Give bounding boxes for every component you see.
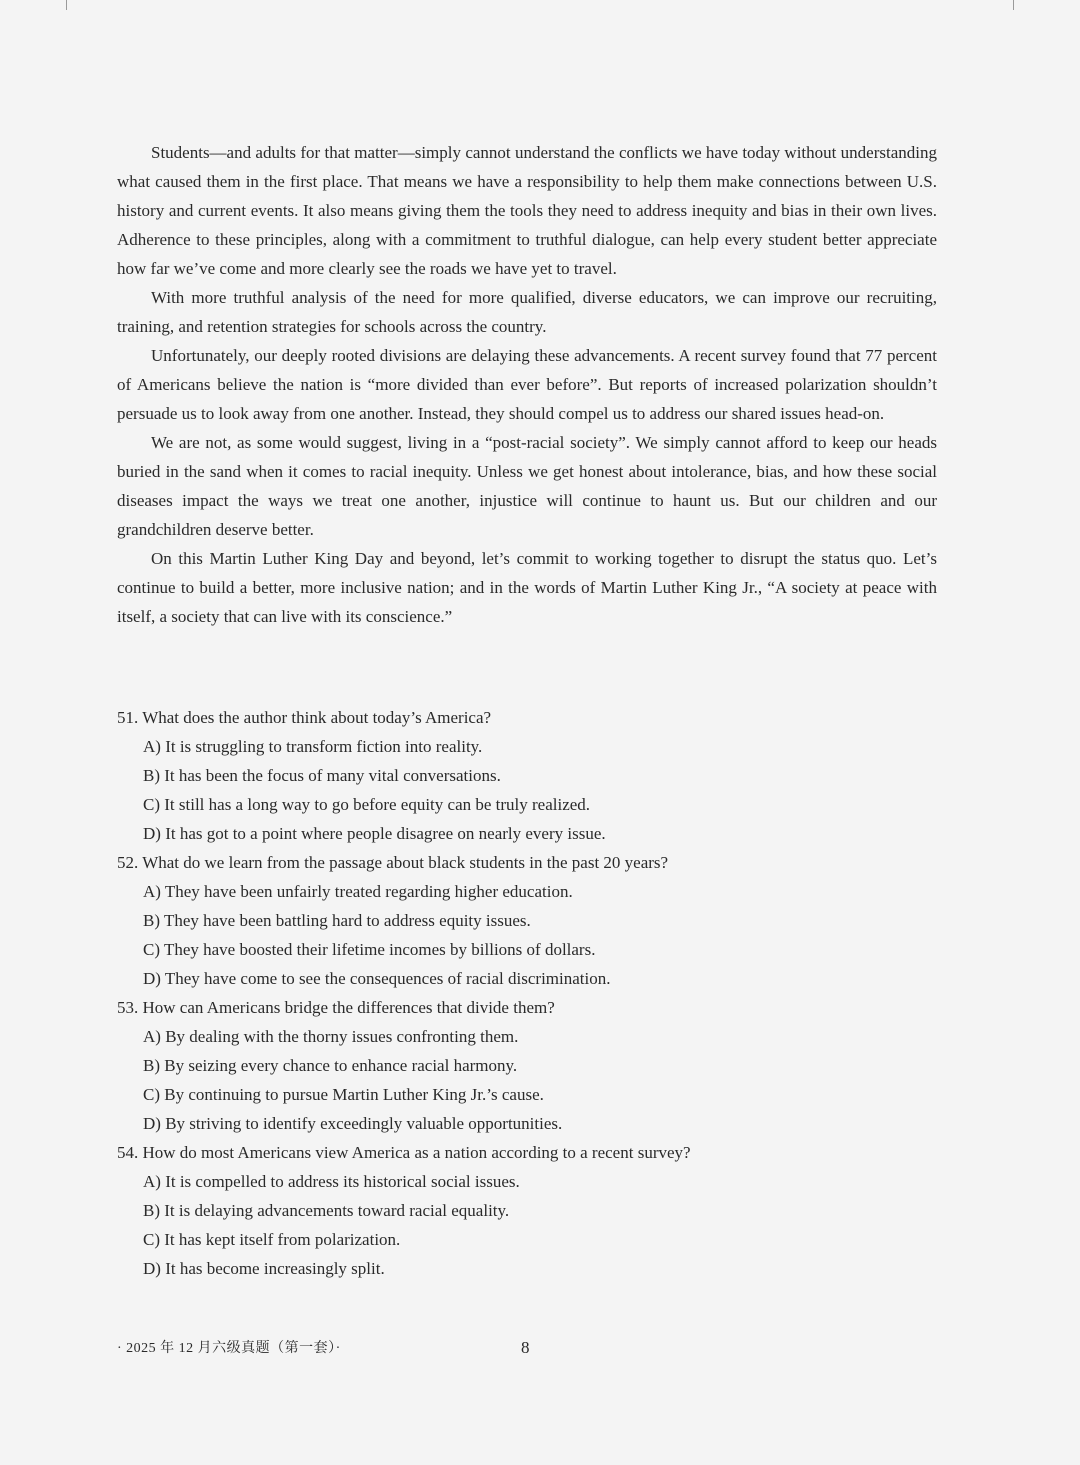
exam-footer-label: · 2025 年 12 月六级真题（第一套）· bbox=[117, 1341, 341, 1356]
option-a: A) It is struggling to transform fiction into reality. bbox=[143, 737, 483, 756]
option-b: B) They have been battling hard to address equity issues. bbox=[143, 911, 531, 930]
question-stem: 51. What does the author think about today’s America? bbox=[117, 708, 492, 727]
question-52 bbox=[117, 848, 937, 993]
question-53 bbox=[117, 993, 937, 1138]
option-c: C) They have boosted their lifetime incomes by billions of dollars. bbox=[143, 940, 596, 959]
option-d: D) It has got to a point where people disagree on nearly every issue. bbox=[143, 824, 606, 843]
question-54 bbox=[117, 1138, 937, 1283]
page-number: 8 bbox=[521, 1338, 530, 1357]
option-a: A) It is compelled to address its historical social issues. bbox=[143, 1172, 520, 1191]
crop-mark-top-left bbox=[66, 0, 67, 10]
option-c: C) By continuing to pursue Martin Luther King Jr.’s cause. bbox=[143, 1085, 544, 1104]
passage-paragraph: Students—and adults for that matter—simply cannot understand the conflicts we have today without understanding what caused them in the first place. That means we have a responsibility to help them make connections between U.S. history and current events. It also means giving them the tools they need to address inequity and bias in their own lives. Adherence to these principles, along with a commitment to truthful dialogue, can help every student better appreciate how far we’ve come and more clearly see the roads we have yet to travel. bbox=[117, 143, 937, 278]
option-c: C) It has kept itself from polarization. bbox=[143, 1230, 401, 1249]
passage-paragraph: Unfortunately, our deeply rooted divisions are delaying these advancements. A recent survey found that 77 percent of Americans believe the nation is “more divided than ever before”. But reports of increased polarization shouldn’t persuade us to look away from one another. Instead, they should compel us to address our shared issues head-on. bbox=[117, 346, 937, 423]
option-d: D) It has become increasingly split. bbox=[143, 1259, 385, 1278]
passage-paragraph: With more truthful analysis of the need for more qualified, diverse educators, we can improve our recruiting, training, and retention strategies for schools across the country. bbox=[117, 288, 937, 336]
crop-mark-top-right bbox=[1013, 0, 1014, 10]
passage-paragraph: We are not, as some would suggest, living in a “post-racial society”. We simply cannot afford to keep our heads buried in the sand when it comes to racial inequity. Unless we get honest about intolerance, bias, and how these social diseases impact the ways we treat one another, injustice will continue to haunt us. But our children and our grandchildren deserve better. bbox=[117, 433, 937, 539]
passage-paragraph: On this Martin Luther King Day and beyond, let’s commit to working together to disrupt the status quo. Let’s continue to build a better, more inclusive nation; and in the words of Martin Luther King Jr., “A society at peace with itself, a society that can live with its conscience.” bbox=[117, 549, 937, 626]
question-list bbox=[117, 703, 937, 1283]
option-b: B) By seizing every chance to enhance racial harmony. bbox=[143, 1056, 518, 1075]
option-b: B) It has been the focus of many vital conversations. bbox=[143, 766, 501, 785]
option-a: A) By dealing with the thorny issues confronting them. bbox=[143, 1027, 519, 1046]
question-stem: 52. What do we learn from the passage about black students in the past 20 years? bbox=[117, 853, 669, 872]
question-51 bbox=[117, 703, 937, 848]
option-d: D) By striving to identify exceedingly valuable opportunities. bbox=[143, 1114, 563, 1133]
option-c: C) It still has a long way to go before equity can be truly realized. bbox=[143, 795, 591, 814]
reading-passage bbox=[117, 138, 937, 631]
option-b: B) It is delaying advancements toward racial equality. bbox=[143, 1201, 510, 1220]
option-a: A) They have been unfairly treated regarding higher education. bbox=[143, 882, 573, 901]
question-stem: 54. How do most Americans view America as a nation according to a recent survey? bbox=[117, 1143, 691, 1162]
question-stem: 53. How can Americans bridge the differences that divide them? bbox=[117, 998, 555, 1017]
option-d: D) They have come to see the consequences of racial discrimination. bbox=[143, 969, 611, 988]
